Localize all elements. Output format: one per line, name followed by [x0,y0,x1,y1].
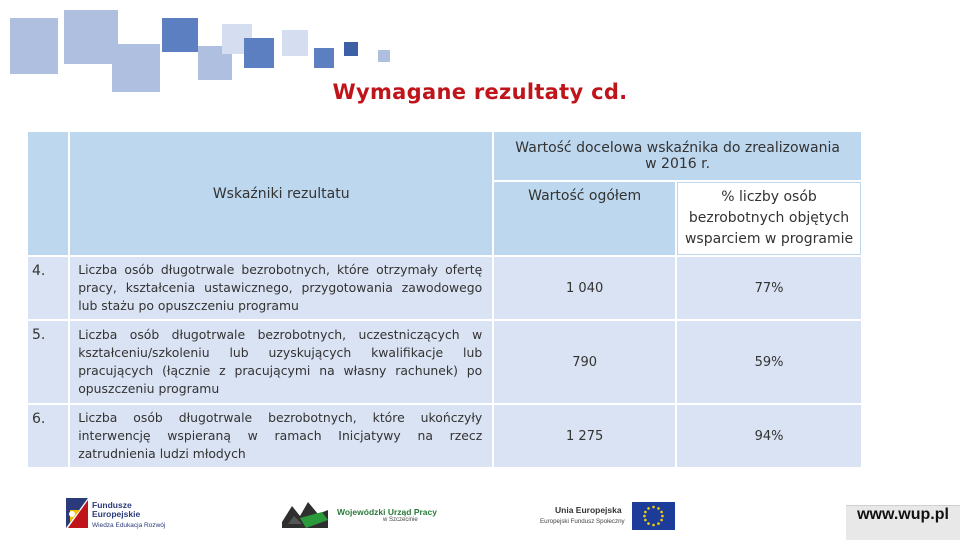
row-number: 6. [28,405,68,467]
decor-square [10,18,58,74]
decor-square [314,48,334,68]
slide-title: Wymagane rezultaty cd. [332,80,628,104]
row-number: 5. [28,321,68,403]
wup-logo-sub: w Szczecinie [383,517,418,523]
row-percent: 59% [677,321,861,403]
decor-square [378,50,390,62]
wup-logo [282,500,330,530]
decor-square [64,10,118,64]
table-row [28,405,861,467]
decor-square [282,30,308,56]
results-table [26,130,863,469]
decor-square [244,38,274,68]
target-header: Wartość docelowa wskaźnika do zrealizowania w 2016 r. [494,132,861,180]
fe-logo-text [92,501,140,519]
table-row [28,257,861,319]
indicator-header-label: Wskaźniki rezultatu [212,185,350,202]
total-header: Wartość ogółem [494,182,675,255]
decor-square [162,18,198,52]
fe-logo-sub: Wiedza Edukacja Rozwój [92,522,166,529]
number-header-cell [28,132,68,255]
eu-flag-icon [632,502,675,530]
wup-logo-text: Wojewódzki Urząd Pracy [337,507,437,517]
row-total: 1 275 [494,405,675,467]
row-total: 790 [494,321,675,403]
percent-header: % liczby osób bezrobotnych objętych wsparciem w programie [677,182,861,255]
ue-logo-text: Unia Europejska [555,505,622,515]
row-total: 1 040 [494,257,675,319]
row-percent: 94% [677,405,861,467]
fundusze-europejskie-logo [64,496,90,530]
row-percent: 77% [677,257,861,319]
row-indicator: Liczba osób długotrwale bezrobotnych, uczestniczących w kształceniu/szkoleniu lub uzyskujących kwalifikacje lub pracujących (łącznie z pracującymi na własny rachunek) po opuszczeniu programu [70,321,492,403]
fe-logo-line1: Fundusze [92,500,132,510]
fe-logo-line2: Europejskie [92,509,141,519]
decor-square [344,42,358,56]
indicator-header [70,132,492,255]
ue-logo-sub: Europejski Fundusz Społeczny [540,518,625,525]
table-row [28,321,861,403]
row-indicator: Liczba osób długotrwale bezrobotnych, które otrzymały ofertę pracy, kształcenia ustawicznego, przygotowania zawodowego lub stażu po opuszczeniu programu [70,257,492,319]
row-indicator: Liczba osób długotrwale bezrobotnych, które ukończyły interwencję wspieraną w ramach Inicjatywy na rzecz zatrudnienia ludzi młodych [70,405,492,467]
website-url[interactable]: www.wup.pl [846,505,960,540]
row-number: 4. [28,257,68,319]
